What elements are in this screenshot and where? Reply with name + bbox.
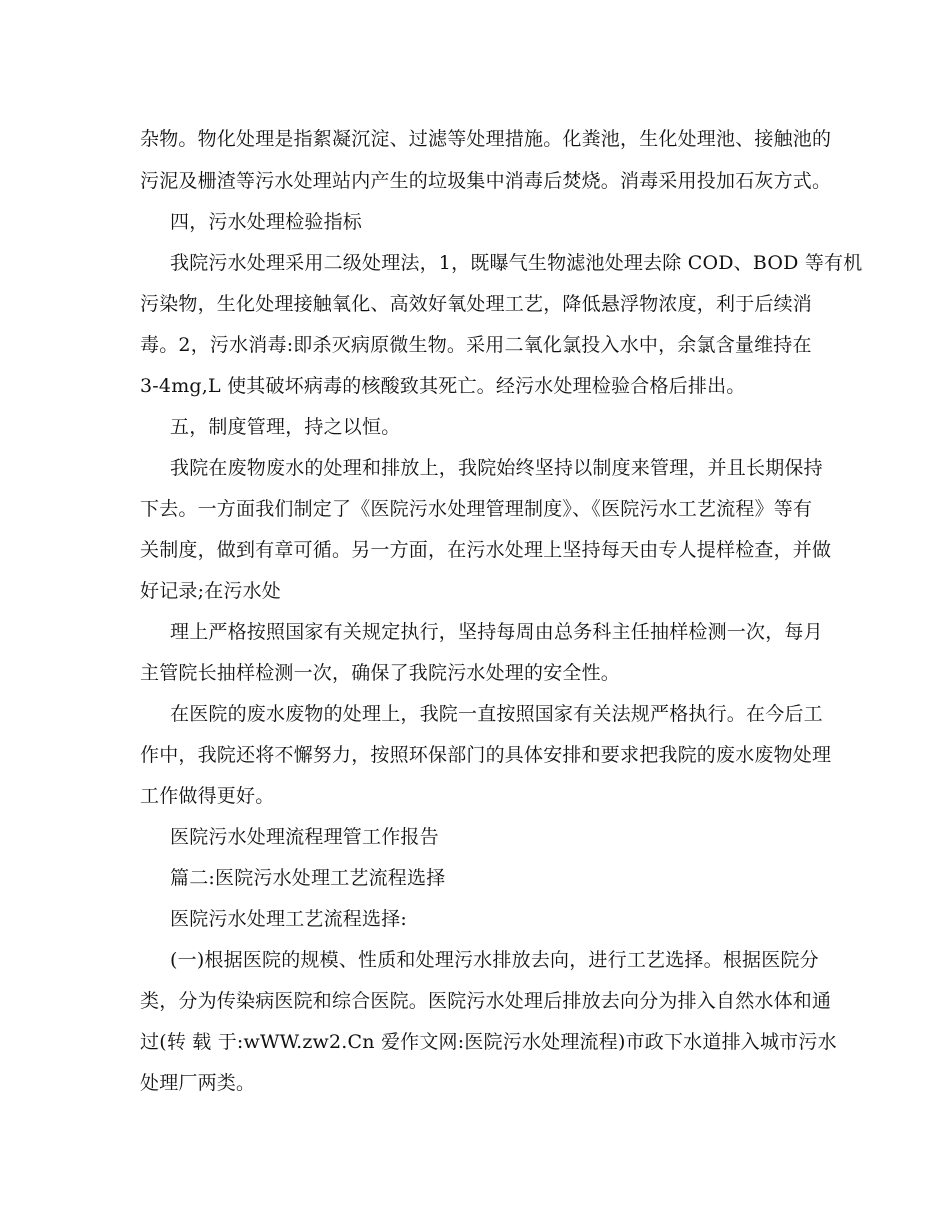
section-heading: 医院污水处理工艺流程选择:: [170, 908, 408, 930]
chapter-title: 篇二:医院污水处理工艺流程选择: [170, 867, 446, 889]
section-heading: 四，污水处理检验指标: [170, 211, 363, 233]
text-line: 杂物。物化处理是指絮凝沉淀、过滤等处理措施。化粪池，生化处理池、接触池的: [140, 128, 832, 150]
text-line: 毒。2，污水消毒:即杀灭病原微生物。采用二氧化氯投入水中，余氯含量维持在: [140, 334, 812, 356]
text-line: 处理厂两类。: [140, 1072, 256, 1094]
text-line: 3-4mg,L 使其破坏病毒的核酸致其死亡。经污水处理检验合格后排出。: [140, 375, 746, 397]
text-line: 我院在废物废水的处理和排放上，我院始终坚持以制度来管理，并且长期保持: [170, 457, 823, 479]
text-line: 我院污水处理采用二级处理法，1，既曝气生物滤池处理去除 COD、BOD 等有机: [170, 252, 863, 274]
text-line: 污染物，生化处理接触氧化、高效好氧处理工艺，降低悬浮物浓度，利于后续消: [140, 293, 813, 315]
section-heading: 五，制度管理，持之以恒。: [170, 416, 401, 438]
text-line: 理上严格按照国家有关规定执行，坚持每周由总务科主任抽样检测一次，每月: [170, 621, 823, 643]
text-line: 工作做得更好。: [140, 785, 275, 807]
text-line: (一)根据医院的规模、性质和处理污水排放去向，进行工艺选择。根据医院分: [170, 949, 819, 971]
text-line: 主管院长抽样检测一次，确保了我院污水处理的安全性。: [140, 662, 621, 684]
text-line: 好记录;在污水处: [140, 580, 282, 602]
text-line: 污泥及栅渣等污水处理站内产生的垃圾集中消毒后焚烧。消毒采用投加石灰方式。: [140, 170, 832, 192]
text-line: 类，分为传染病医院和综合医院。医院污水处理后排放去向分为排入自然水体和通: [140, 990, 832, 1012]
report-title: 医院污水处理流程理管工作报告: [170, 826, 439, 848]
text-line: 关制度，做到有章可循。另一方面，在污水处理上坚持每天由专人提样检查，并做: [140, 539, 832, 561]
text-line: 作中，我院还将不懈努力，按照环保部门的具体安排和要求把我院的废水废物处理: [140, 744, 832, 766]
text-line: 过(转 载 于:wWW.zw2.Cn 爱作文网:医院污水处理流程)市政下水道排入城市污水: [140, 1031, 837, 1053]
text-line: 在医院的废水废物的处理上，我院一直按照国家有关法规严格执行。在今后工: [170, 703, 823, 725]
text-line: 下去。一方面我们制定了《医院污水处理管理制度》、《医院污水工艺流程》等有: [140, 498, 813, 520]
